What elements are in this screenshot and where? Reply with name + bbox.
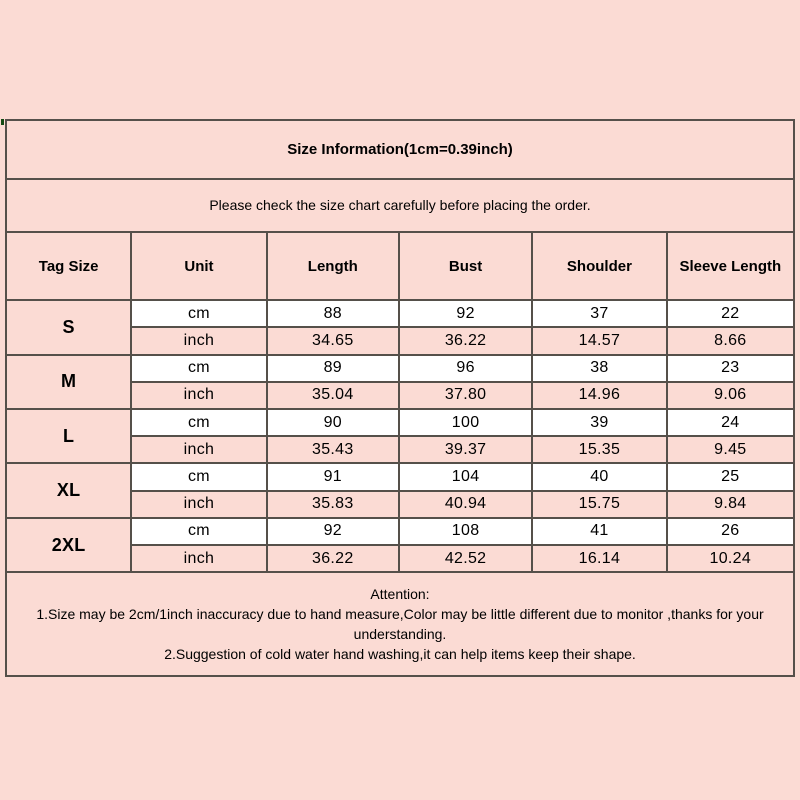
value-cell-s-shoulder-inch: 14.57 xyxy=(532,327,666,354)
value-cell-m-shoulder-inch: 14.96 xyxy=(532,382,666,409)
unit-cell-inch: inch xyxy=(131,382,266,409)
attention-note-2: 2.Suggestion of cold water hand washing,it can help items keep their shape. xyxy=(164,646,636,663)
unit-cell-cm: cm xyxy=(131,409,266,436)
value-cell-s-shoulder-cm: 37 xyxy=(532,300,666,327)
value-cell-s-length-cm: 88 xyxy=(267,300,399,327)
column-header-length: Length xyxy=(267,232,399,300)
unit-cell-inch: inch xyxy=(131,327,266,354)
value-cell-s-sleeve-cm: 22 xyxy=(667,300,794,327)
value-cell-2xl-sleeve-inch: 10.24 xyxy=(667,545,794,572)
value-cell-s-bust-cm: 92 xyxy=(399,300,532,327)
tag-size-cell-s: S xyxy=(6,300,131,354)
value-cell-m-length-inch: 35.04 xyxy=(267,382,399,409)
tag-size-cell-l: L xyxy=(6,409,131,463)
value-cell-l-sleeve-inch: 9.45 xyxy=(667,436,794,463)
value-cell-xl-bust-cm: 104 xyxy=(399,463,532,490)
value-cell-m-sleeve-cm: 23 xyxy=(667,355,794,382)
column-header-shoulder: Shoulder xyxy=(532,232,666,300)
unit-cell-cm: cm xyxy=(131,463,266,490)
value-cell-2xl-shoulder-inch: 16.14 xyxy=(532,545,666,572)
value-cell-xl-length-inch: 35.83 xyxy=(267,491,399,518)
column-header-unit: Unit xyxy=(131,232,266,300)
attention-heading: Attention: xyxy=(370,586,430,603)
tag-size-cell-xl: XL xyxy=(6,463,131,517)
value-cell-m-length-cm: 89 xyxy=(267,355,399,382)
tag-size-cell-m: M xyxy=(6,355,131,409)
size-chart-subtitle: Please check the size chart carefully before placing the order. xyxy=(6,179,794,232)
value-cell-m-shoulder-cm: 38 xyxy=(532,355,666,382)
value-cell-xl-sleeve-cm: 25 xyxy=(667,463,794,490)
value-cell-s-sleeve-inch: 8.66 xyxy=(667,327,794,354)
value-cell-s-length-inch: 34.65 xyxy=(267,327,399,354)
value-cell-m-bust-cm: 96 xyxy=(399,355,532,382)
value-cell-m-bust-inch: 37.80 xyxy=(399,382,532,409)
unit-cell-cm: cm xyxy=(131,355,266,382)
attention-section xyxy=(6,572,794,676)
value-cell-l-length-inch: 35.43 xyxy=(267,436,399,463)
value-cell-xl-bust-inch: 40.94 xyxy=(399,491,532,518)
column-header-sleeve-length: Sleeve Length xyxy=(667,232,794,300)
column-header-bust: Bust xyxy=(399,232,532,300)
value-cell-2xl-length-inch: 36.22 xyxy=(267,545,399,572)
unit-cell-cm: cm xyxy=(131,518,266,545)
unit-cell-cm: cm xyxy=(131,300,266,327)
unit-cell-inch: inch xyxy=(131,491,266,518)
value-cell-l-shoulder-cm: 39 xyxy=(532,409,666,436)
value-cell-l-length-cm: 90 xyxy=(267,409,399,436)
unit-cell-inch: inch xyxy=(131,436,266,463)
value-cell-xl-length-cm: 91 xyxy=(267,463,399,490)
value-cell-xl-sleeve-inch: 9.84 xyxy=(667,491,794,518)
attention-note-1: 1.Size may be 2cm/1inch inaccuracy due to hand measure,Color may be little different due to monitor ,thanks for your understanding. xyxy=(36,606,764,643)
value-cell-l-bust-inch: 39.37 xyxy=(399,436,532,463)
value-cell-l-bust-cm: 100 xyxy=(399,409,532,436)
size-chart-table xyxy=(5,119,795,677)
value-cell-l-sleeve-cm: 24 xyxy=(667,409,794,436)
value-cell-2xl-shoulder-cm: 41 xyxy=(532,518,666,545)
corner-artifact xyxy=(1,119,4,125)
value-cell-m-sleeve-inch: 9.06 xyxy=(667,382,794,409)
value-cell-xl-shoulder-cm: 40 xyxy=(532,463,666,490)
value-cell-l-shoulder-inch: 15.35 xyxy=(532,436,666,463)
value-cell-xl-shoulder-inch: 15.75 xyxy=(532,491,666,518)
size-chart-title: Size Information(1cm=0.39inch) xyxy=(6,120,794,179)
value-cell-2xl-sleeve-cm: 26 xyxy=(667,518,794,545)
value-cell-s-bust-inch: 36.22 xyxy=(399,327,532,354)
tag-size-cell-2xl: 2XL xyxy=(6,518,131,572)
value-cell-2xl-bust-cm: 108 xyxy=(399,518,532,545)
value-cell-2xl-bust-inch: 42.52 xyxy=(399,545,532,572)
column-header-tag-size: Tag Size xyxy=(6,232,131,300)
value-cell-2xl-length-cm: 92 xyxy=(267,518,399,545)
unit-cell-inch: inch xyxy=(131,545,266,572)
